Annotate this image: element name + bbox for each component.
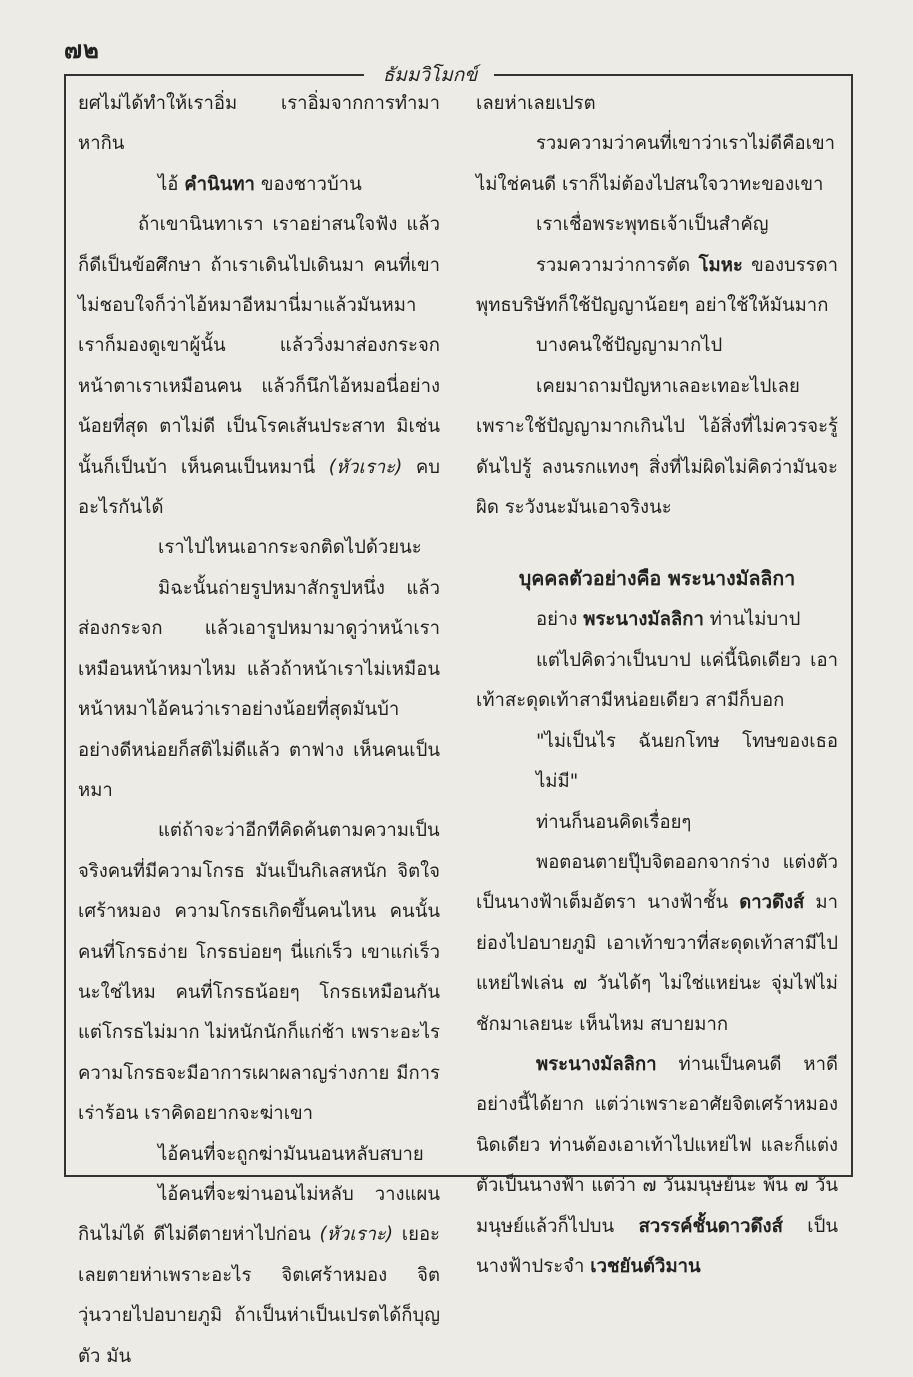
- right-column: [476, 84, 838, 1287]
- paragraph: พอตอนตายปุ๊บจิตออกจากร่าง แต่งตัวเป็นนางฟ้าเต็มอัตรา นางฟ้าชั้น ดาวดึงส์ มาย่องไปอบายภูมิ เอาเท้าขวาที่สะดุดเท้าสามีไปแหย่ไฟเล่น ๗ วันได้ๆ ไม่ใช่แหย่นะ จุ่มไฟไม่ชักมาเลยนะ เห็นไหม สบายมาก: [476, 851, 838, 1035]
- paragraph: รวมความว่าคนที่เขาว่าเราไม่ดีคือเขาไม่ใช่คนดี เราก็ไม่ต้องไปสนใจวาทะของเขา: [476, 133, 835, 195]
- header-rule-right: [494, 74, 851, 76]
- paragraph: พระนางมัลลิกา ท่านเป็นคนดี หาดีอย่างนี้ได้ยาก แต่ว่าเพราะอาศัยจิตเศร้าหมองนิดเดียว ท่านต้องเอาเท้าไปแหย่ไฟ และก็แต่งตัวเป็นนางฟ้า แต่ว่า ๗ วันมนุษย์นะ พ้น ๗ วันมนุษย์แล้วก็ไปบน สวรรค์ชั้นดาวดึงส์ เป็นนางฟ้าประจำ เวชยันต์วิมาน: [476, 1053, 838, 1277]
- paragraph: แต่ถ้าจะว่าอีกทีคิดค้นตามความเป็นจริงคนที่มีความโกรธ มันเป็นกิเลสหนัก จิตใจเศร้าหมอง ความโกรธเกิดขึ้นคนไหน คนนั้นคนที่โกรธง่าย โกรธบ่อยๆ นี่แก่เร็ว เขาแก่เร็วนะใช่ไหม คนที่โกรธน้อยๆ โกรธเหมือนกัน แต่โกรธไม่มาก ไม่หนักนักก็แก่ช้า เพราะอะไรความโกรธจะมีอาการเผาผลาญร่างกาย มีการเร่าร้อน เราคิดอยากจะฆ่าเขา: [78, 820, 440, 1125]
- bold-term: คำนินทา: [184, 173, 255, 195]
- paragraph: เลยห่าเลยเปรต: [476, 93, 596, 114]
- paragraph: มิฉะนั้นถ่ายรูปหมาสักรูปหนึ่ง แล้วส่องกระจก แล้วเอารูปหมามาดูว่าหน้าเราเหมือนหน้าหมาไหม แล้วถ้าหน้าเราไม่เหมือนหน้าหมาไอ้คนว่าเราอย่างน้อยที่สุดมันบ้า อย่างดีหน่อยก็สติไม่ดีแล้ว ตาฟาง เห็นคนเป็นหมา: [78, 577, 440, 801]
- page-frame: [64, 64, 853, 1367]
- paragraph: บางคนใช้ปัญญามากไป: [536, 335, 723, 357]
- paragraph: ท่านก็นอนคิดเรื่อยๆ: [536, 811, 692, 833]
- section-heading: บุคคลตัวอย่างคือ พระนางมัลลิกา: [518, 567, 796, 591]
- paragraph: รวมความว่าการตัด โมหะ ของบรรดาพุทธบริษัทก็ใช้ปัญญาน้อยๆ อย่าใช้ให้มันมาก: [476, 254, 838, 317]
- header-rule-left: [66, 74, 364, 76]
- paragraph: อย่าง พระนางมัลลิกา ท่านไม่บาป: [536, 609, 801, 631]
- paragraph: ไอ้คนที่จะถูกฆ่ามันนอนหลับสบาย: [158, 1143, 424, 1165]
- running-header-title: ธัมมวิโมกข์: [382, 64, 478, 86]
- bold-term: โมหะ: [698, 254, 743, 276]
- bold-term: เวชยันต์วิมาน: [590, 1255, 701, 1277]
- paragraph: ถ้าเขานินทาเรา เราอย่าสนใจฟัง แล้วก็ดีเป็นข้อศึกษา ถ้าเราเดินไปเดินมา คนที่เขาไม่ชอบใจก็ว่าไอ้หมาอีหมานี่มาแล้วมันหมา เราก็มองดูเขาผู้นั้น แล้ววิ่งมาส่องกระจก หน้าตาเราเหมือนคน แล้วก็นึกไอ้หมอนี่อย่างน้อยที่สุด ตาไม่ดี เป็นโรคเส้นประสาท มิเช่นนั้นก็เป็นบ้า เห็นคนเป็นหมานี่ (หัวเราะ) คบอะไรกันได้: [78, 214, 440, 519]
- paragraph: เราไปไหนเอากระจกติดไปด้วยนะ: [158, 537, 422, 559]
- paragraph: ไอ้ คำนินทา ของชาวบ้าน: [158, 173, 362, 195]
- italic-note: (หัวเราะ): [328, 456, 403, 478]
- bold-term: สวรรค์ชั้นดาวดึงส์: [638, 1215, 783, 1237]
- paragraph: ยศไม่ได้ทำให้เราอิ่ม เราอิ่มจากการทำมาหากิน: [78, 93, 440, 155]
- bold-term: พระนางมัลลิกา: [583, 609, 704, 631]
- paragraph: เราเชื่อพระพุทธเจ้าเป็นสำคัญ: [536, 214, 769, 236]
- bold-term: ดาวดึงส์: [739, 892, 805, 914]
- italic-note: (หัวเราะ): [319, 1224, 394, 1246]
- quote: "ไม่เป็นไร ฉันยกโทษ โทษของเธอไม่มี": [536, 730, 838, 793]
- bold-term: พระนางมัลลิกา: [536, 1053, 657, 1075]
- page-number: ๗๒: [64, 36, 100, 64]
- paragraph: เคยมาถามปัญหาเลอะเทอะไปเลยเพราะใช้ปัญญามากเกินไป ไอ้สิ่งที่ไม่ควรจะรู้ดันไปรู้ ลงนรกแทงๆ สิ่งที่ไม่ผิดไม่คิดว่ามันจะผิด ระวังนะมันเอาจริงนะ: [476, 375, 838, 519]
- paragraph: แต่ไปคิดว่าเป็นบาป แค่นี้นิดเดียว เอาเท้าสะดุดเท้าสามีหน่อยเดียว สามีก็บอก: [476, 649, 838, 712]
- left-column: [78, 84, 440, 1377]
- paragraph: ไอ้คนที่จะฆ่านอนไม่หลับ วางแผน กินไม่ได้ ดีไม่ดีตายห่าไปก่อน (หัวเราะ) เยอะเลยตายห่าเพราะอะไร จิตเศร้าหมอง จิตวุ่นวายไปอบายภูมิ ถ้าเป็นห่าเป็นเปรตได้ก็บุญตัว มัน: [78, 1183, 440, 1367]
